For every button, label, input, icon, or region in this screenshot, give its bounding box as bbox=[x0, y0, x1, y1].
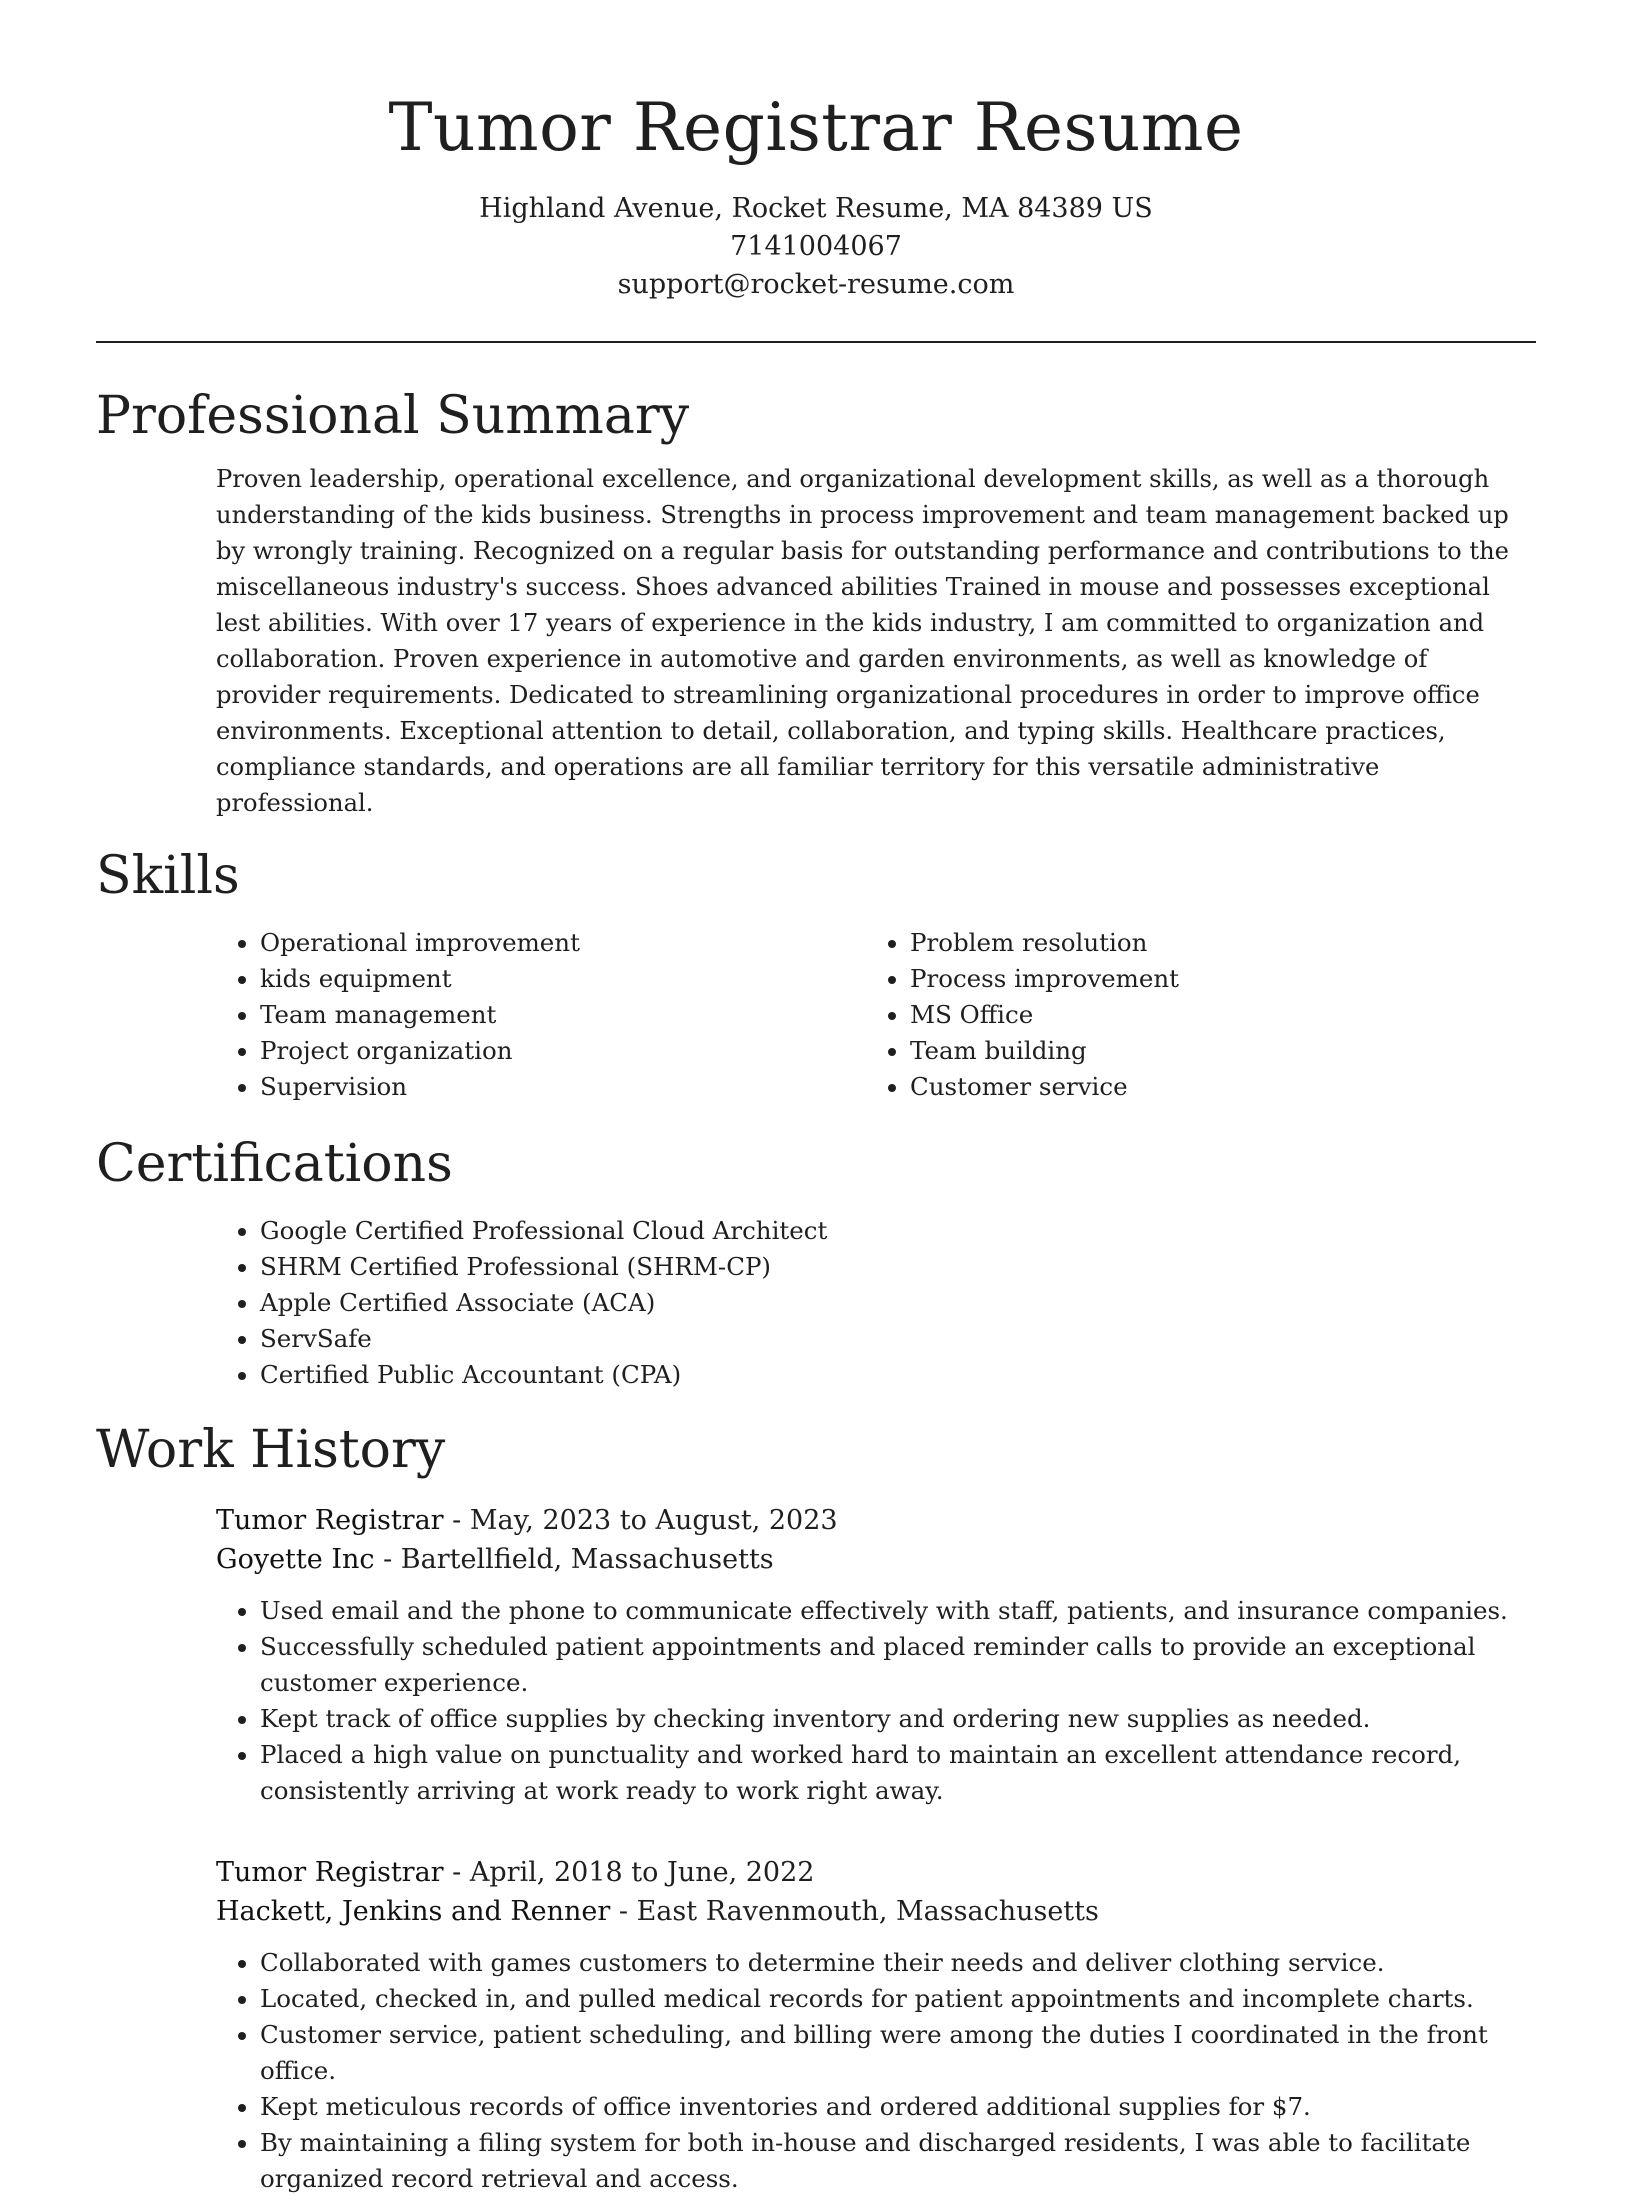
certifications-list bbox=[96, 1213, 1536, 1393]
skill-item: • Supervision bbox=[260, 1069, 746, 1105]
summary-heading: Professional Summary bbox=[96, 386, 690, 446]
job-dates: - April, 2018 to June, 2022 bbox=[443, 1857, 815, 1888]
skill-item: • Project organization bbox=[260, 1033, 746, 1069]
skill-item: • Problem resolution bbox=[910, 925, 1536, 961]
header-divider bbox=[96, 341, 1536, 343]
job-company: Hackett, Jenkins and Renner bbox=[216, 1896, 611, 1927]
summary-section bbox=[96, 381, 1536, 821]
skills-list-left bbox=[96, 925, 746, 1105]
job-duty: • Placed a high value on punctuality and worked hard to maintain an excellent attendance record, consistently arriving at work ready to work right away. bbox=[260, 1737, 1556, 1809]
job-duties-list bbox=[216, 1945, 1556, 2197]
certification-item: • ServSafe bbox=[260, 1321, 1536, 1357]
job-company-line bbox=[216, 1540, 1536, 1579]
job-duty: • Collaborated with games customers to determine their needs and deliver clothing service. bbox=[260, 1945, 1556, 1981]
work-history-section bbox=[96, 1415, 1536, 2197]
skill-item: • kids equipment bbox=[260, 961, 746, 997]
skills-list-right bbox=[746, 925, 1536, 1105]
job-duty: • Successfully scheduled patient appointments and placed reminder calls to provide an exceptional customer experience. bbox=[260, 1629, 1556, 1701]
certifications-heading: Certifications bbox=[96, 1134, 453, 1194]
skill-item: • Process improvement bbox=[910, 961, 1536, 997]
skills-grid bbox=[96, 925, 1536, 1105]
contact-phone: 7141004067 bbox=[730, 231, 902, 262]
job-location: - Bartellfield, Massachusetts bbox=[374, 1544, 774, 1575]
resume-page bbox=[96, 0, 1536, 2197]
skill-item: • Operational improvement bbox=[260, 925, 746, 961]
job-duty: • Customer service, patient scheduling, and billing were among the duties I coordinated in the front office. bbox=[260, 2017, 1556, 2089]
work-history-heading: Work History bbox=[96, 1420, 446, 1480]
job-duty: • Kept meticulous records of office inventories and ordered additional supplies for $7. bbox=[260, 2089, 1556, 2125]
skill-item: • Customer service bbox=[910, 1069, 1536, 1105]
skills-section bbox=[96, 841, 1536, 1105]
job-role: Tumor Registrar bbox=[216, 1857, 444, 1888]
resume-title: Tumor Registrar Resume bbox=[388, 89, 1244, 166]
job-location: - East Ravenmouth, Massachusetts bbox=[610, 1896, 1099, 1927]
contact-block bbox=[96, 190, 1536, 304]
skill-item: • Team management bbox=[260, 997, 746, 1033]
job-role: Tumor Registrar bbox=[216, 1505, 444, 1536]
job-entry bbox=[216, 1853, 1536, 2197]
summary-text: Proven leadership, operational excellence, and organizational development skills, as well as a thorough understanding of the kids business. Strengths in process improvement and team management backed up by wrongly training. Recognized on a regular basis for outstanding performance and contributions to the miscellaneous industry's success. Shoes advanced abilities Trained in mouse and possesses exceptional lest abilities. With over 17 years of experience in the kids industry, I am committed to organization and collaboration. Proven experience in automotive and garden environments, as well as knowledge of provider requirements. Dedicated to streamlining organizational procedures in order to improve office environments. Exceptional attention to detail, collaboration, and typing skills. Healthcare practices, compliance standards, and operations are all familiar territory for this versatile administrative professional. bbox=[216, 465, 1509, 817]
skills-heading: Skills bbox=[96, 846, 240, 906]
resume-header bbox=[96, 0, 1536, 304]
job-company-line bbox=[216, 1892, 1536, 1931]
job-duty: • Located, checked in, and pulled medical records for patient appointments and incomplete charts. bbox=[260, 1981, 1556, 2017]
certification-item: • Apple Certified Associate (ACA) bbox=[260, 1285, 1536, 1321]
job-title-line bbox=[216, 1853, 1536, 1892]
job-dates: - May, 2023 to August, 2023 bbox=[443, 1505, 838, 1536]
job-company: Goyette Inc bbox=[216, 1544, 375, 1575]
job-duty: • Kept track of office supplies by checking inventory and ordering new supplies as needed. bbox=[260, 1701, 1556, 1737]
certification-item: • Certified Public Accountant (CPA) bbox=[260, 1357, 1536, 1393]
job-duty: • Used email and the phone to communicate effectively with staff, patients, and insurance companies. bbox=[260, 1593, 1556, 1629]
certifications-section bbox=[96, 1129, 1536, 1393]
contact-address: Highland Avenue, Rocket Resume, MA 84389 US bbox=[479, 193, 1153, 224]
skill-item: • Team building bbox=[910, 1033, 1536, 1069]
job-duties-list bbox=[216, 1593, 1556, 1809]
job-duty: • By maintaining a filing system for both in-house and discharged residents, I was able to facilitate organized record retrieval and access. bbox=[260, 2125, 1556, 2197]
job-title-line bbox=[216, 1501, 1536, 1540]
contact-email: support@rocket-resume.com bbox=[617, 269, 1015, 300]
certification-item: • Google Certified Professional Cloud Architect bbox=[260, 1213, 1536, 1249]
job-entry bbox=[216, 1501, 1536, 1809]
certification-item: • SHRM Certified Professional (SHRM-CP) bbox=[260, 1249, 1536, 1285]
skill-item: • MS Office bbox=[910, 997, 1536, 1033]
